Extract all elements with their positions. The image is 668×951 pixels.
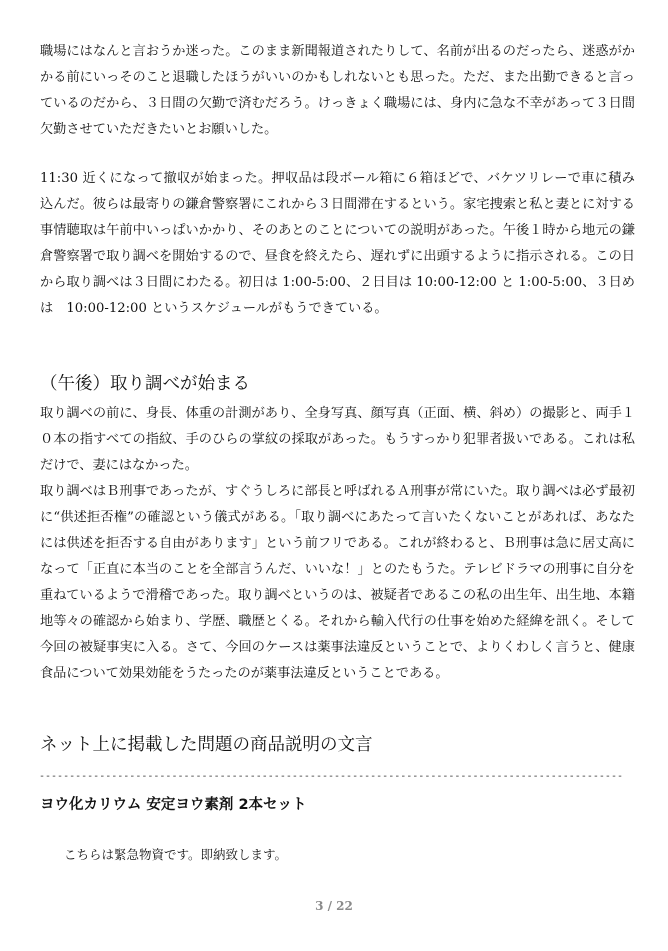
product-note: こちらは緊急物資です。即納致します。 bbox=[64, 847, 288, 862]
product-title: ヨウ化カリウム 安定ヨウ素剤 2本セット bbox=[40, 797, 307, 813]
paragraph-measurements: 取り調べの前に、身長、体重の計測があり、全身写真、顔写真（正面、横、斜め）の撮影と、両手１０本の指すべての指紋、手のひらの掌紋の採取があった。もうすっかり犯罪者扱いである。これは私だけで、妻にはなかった。 bbox=[40, 406, 635, 473]
section-heading-interrogation: （午後）取り調べが始まる bbox=[40, 374, 250, 394]
paragraph-withdrawal: 11:30 近くになって撤収が始まった。押収品は段ボール箱に６箱ほどで、バケツリレーで車に積み込んだ。彼らは最寄りの鎌倉警察署にこれから３日間滞在するという。家宅捜索と私と妻とに対する事情聴取は午前中いっぱいかかり、そのあとのことについての説明があった。午後１時から地元の鎌倉警察署で取り調べを開始するので、昼食を終えたら、遅れずに出頭するように指示される。この日から取り調べは３日間にわたる。初日は 1:00-5:00、２日目は 10:00-12:00 と 1:00-5:00、３日めは 10:00-12:00 というスケジュールがもうできている。 bbox=[40, 171, 635, 316]
section-heading-product-text: ネット上に掲載した問題の商品説明の文言 bbox=[40, 735, 373, 755]
dashed-divider: ------------------------------------------------------------------------------------------------- bbox=[39, 771, 623, 782]
paragraph-interrogation: 取り調べはＢ刑事であったが、すぐうしろに部長と呼ばれるＡ刑事が常にいた。取り調べは必ず最初に“供述拒否権”の確認という儀式がある。「取り調べにあたって言いたくないことがあれば、あなたには供述を拒否する自由があります」という前フリである。これが終わると、Ｂ刑事は急に居丈高になって「正直に本当のことを全部言うんだ、いいな！」とのたもうた。テレビドラマの刑事に自分を重ねているようで滑稽であった。取り調べというのは、被疑者であるこの私の出生年、出生地、本籍地等々の確認から始まり、学歴、職歴とくる。それから輸入代行の仕事を始めた経緯を訊く。そして今回の被疑事実に入る。さて、今回のケースは薬事法違反ということで、よりくわしく言うと、健康食品について効果効能をうたったのが薬事法違反ということである。 bbox=[40, 484, 635, 681]
paragraph-workplace: 職場にはなんと言おうか迷った。このまま新聞報道されたりして、名前が出るのだったら、迷惑がかかる前にいっそのこと退職したほうがいいのかもしれないとも思った。ただ、また出勤できると言っているのだから、３日間の欠勤で済むだろう。けっきょく職場には、身内に急な不幸があって３日間欠勤させていただきたいとお願いした。 bbox=[40, 44, 635, 137]
page-number: 3 / 22 bbox=[315, 899, 353, 913]
